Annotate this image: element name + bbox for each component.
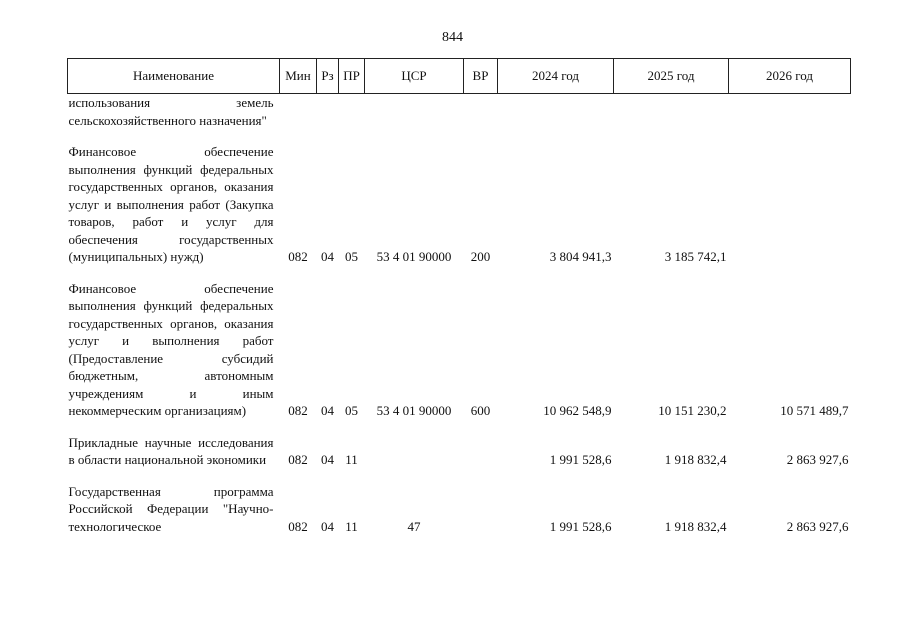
header-csr: ЦСР bbox=[365, 59, 464, 94]
header-name: Наименование bbox=[68, 59, 280, 94]
row-rz bbox=[317, 94, 339, 130]
header-2026: 2026 год bbox=[729, 59, 851, 94]
row-2025: 10 151 230,2 bbox=[658, 403, 727, 418]
row-2026 bbox=[729, 94, 851, 130]
header-rz: Рз bbox=[317, 59, 339, 94]
row-name: использования земель сельскохозяйственного назначения" bbox=[68, 95, 274, 128]
row-2025: 1 918 832,4 bbox=[664, 452, 727, 467]
row-2024: 1 991 528,6 bbox=[549, 518, 612, 534]
table-row bbox=[68, 434, 851, 469]
row-csr bbox=[365, 434, 464, 469]
row-rz: 04 bbox=[321, 403, 334, 418]
row-2025: 3 185 742,1 bbox=[664, 249, 727, 264]
table-row bbox=[68, 483, 851, 536]
row-min bbox=[280, 94, 317, 130]
row-pr: 11 bbox=[345, 452, 358, 467]
row-vr bbox=[464, 94, 498, 130]
header-2025: 2025 год bbox=[614, 59, 729, 94]
row-csr: 47 bbox=[407, 518, 421, 534]
row-pr: 05 bbox=[345, 249, 358, 264]
row-csr: 53 4 01 90000 bbox=[376, 249, 452, 264]
page-number: 844 bbox=[442, 30, 463, 45]
header-min: Мин bbox=[280, 59, 317, 94]
table-row bbox=[68, 94, 851, 130]
row-rz: 04 bbox=[321, 249, 334, 264]
row-pr bbox=[339, 94, 365, 130]
row-2026: 10 571 489,7 bbox=[780, 403, 849, 418]
row-2024: 1 991 528,6 bbox=[549, 452, 612, 467]
row-pr: 05 bbox=[345, 403, 358, 418]
row-name: Государственная программа Российской Федерации "Научно-технологическое bbox=[68, 483, 274, 534]
header-2024: 2024 год bbox=[498, 59, 614, 94]
row-2025: 1 918 832,4 bbox=[664, 518, 727, 534]
row-2024: 3 804 941,3 bbox=[549, 249, 612, 264]
row-min: 082 bbox=[288, 518, 308, 534]
row-csr bbox=[365, 94, 464, 130]
row-vr bbox=[464, 434, 498, 469]
header-pr: ПР bbox=[339, 59, 365, 94]
row-csr: 53 4 01 90000 bbox=[376, 403, 452, 418]
row-rz: 04 bbox=[321, 452, 334, 467]
budget-table bbox=[67, 58, 851, 535]
row-name: Финансовое обеспечение выполнения функций федеральных государственных органов, оказания услуг и выполнения работ (Предоставление субсидий бюджетным, автономным учреждениям и иным некоммерческим организациям) bbox=[68, 280, 274, 418]
row-min: 082 bbox=[288, 452, 308, 467]
row-pr: 11 bbox=[345, 518, 358, 534]
row-2026: 2 863 927,6 bbox=[786, 518, 849, 534]
row-2024 bbox=[498, 94, 614, 130]
table-row bbox=[68, 143, 851, 266]
row-2026: 2 863 927,6 bbox=[786, 452, 849, 467]
header-vr: ВР bbox=[464, 59, 498, 94]
row-min: 082 bbox=[288, 249, 308, 264]
row-name: Финансовое обеспечение выполнения функций федеральных государственных органов, оказания услуг и выполнения работ (Закупка товаров, работ и услуг для обеспечения государственных (муниципальных) нужд) bbox=[68, 144, 274, 264]
row-vr: 200 bbox=[470, 249, 491, 264]
table-row bbox=[68, 280, 851, 420]
table-header-row bbox=[68, 59, 851, 94]
row-name: Прикладные научные исследования в области национальной экономики bbox=[68, 434, 274, 467]
row-2026 bbox=[729, 143, 851, 266]
row-min: 082 bbox=[288, 403, 308, 418]
row-vr: 600 bbox=[470, 403, 491, 418]
row-2024: 10 962 548,9 bbox=[543, 403, 612, 418]
row-vr bbox=[464, 483, 498, 536]
row-2025 bbox=[614, 94, 729, 130]
row-rz: 04 bbox=[321, 518, 334, 534]
